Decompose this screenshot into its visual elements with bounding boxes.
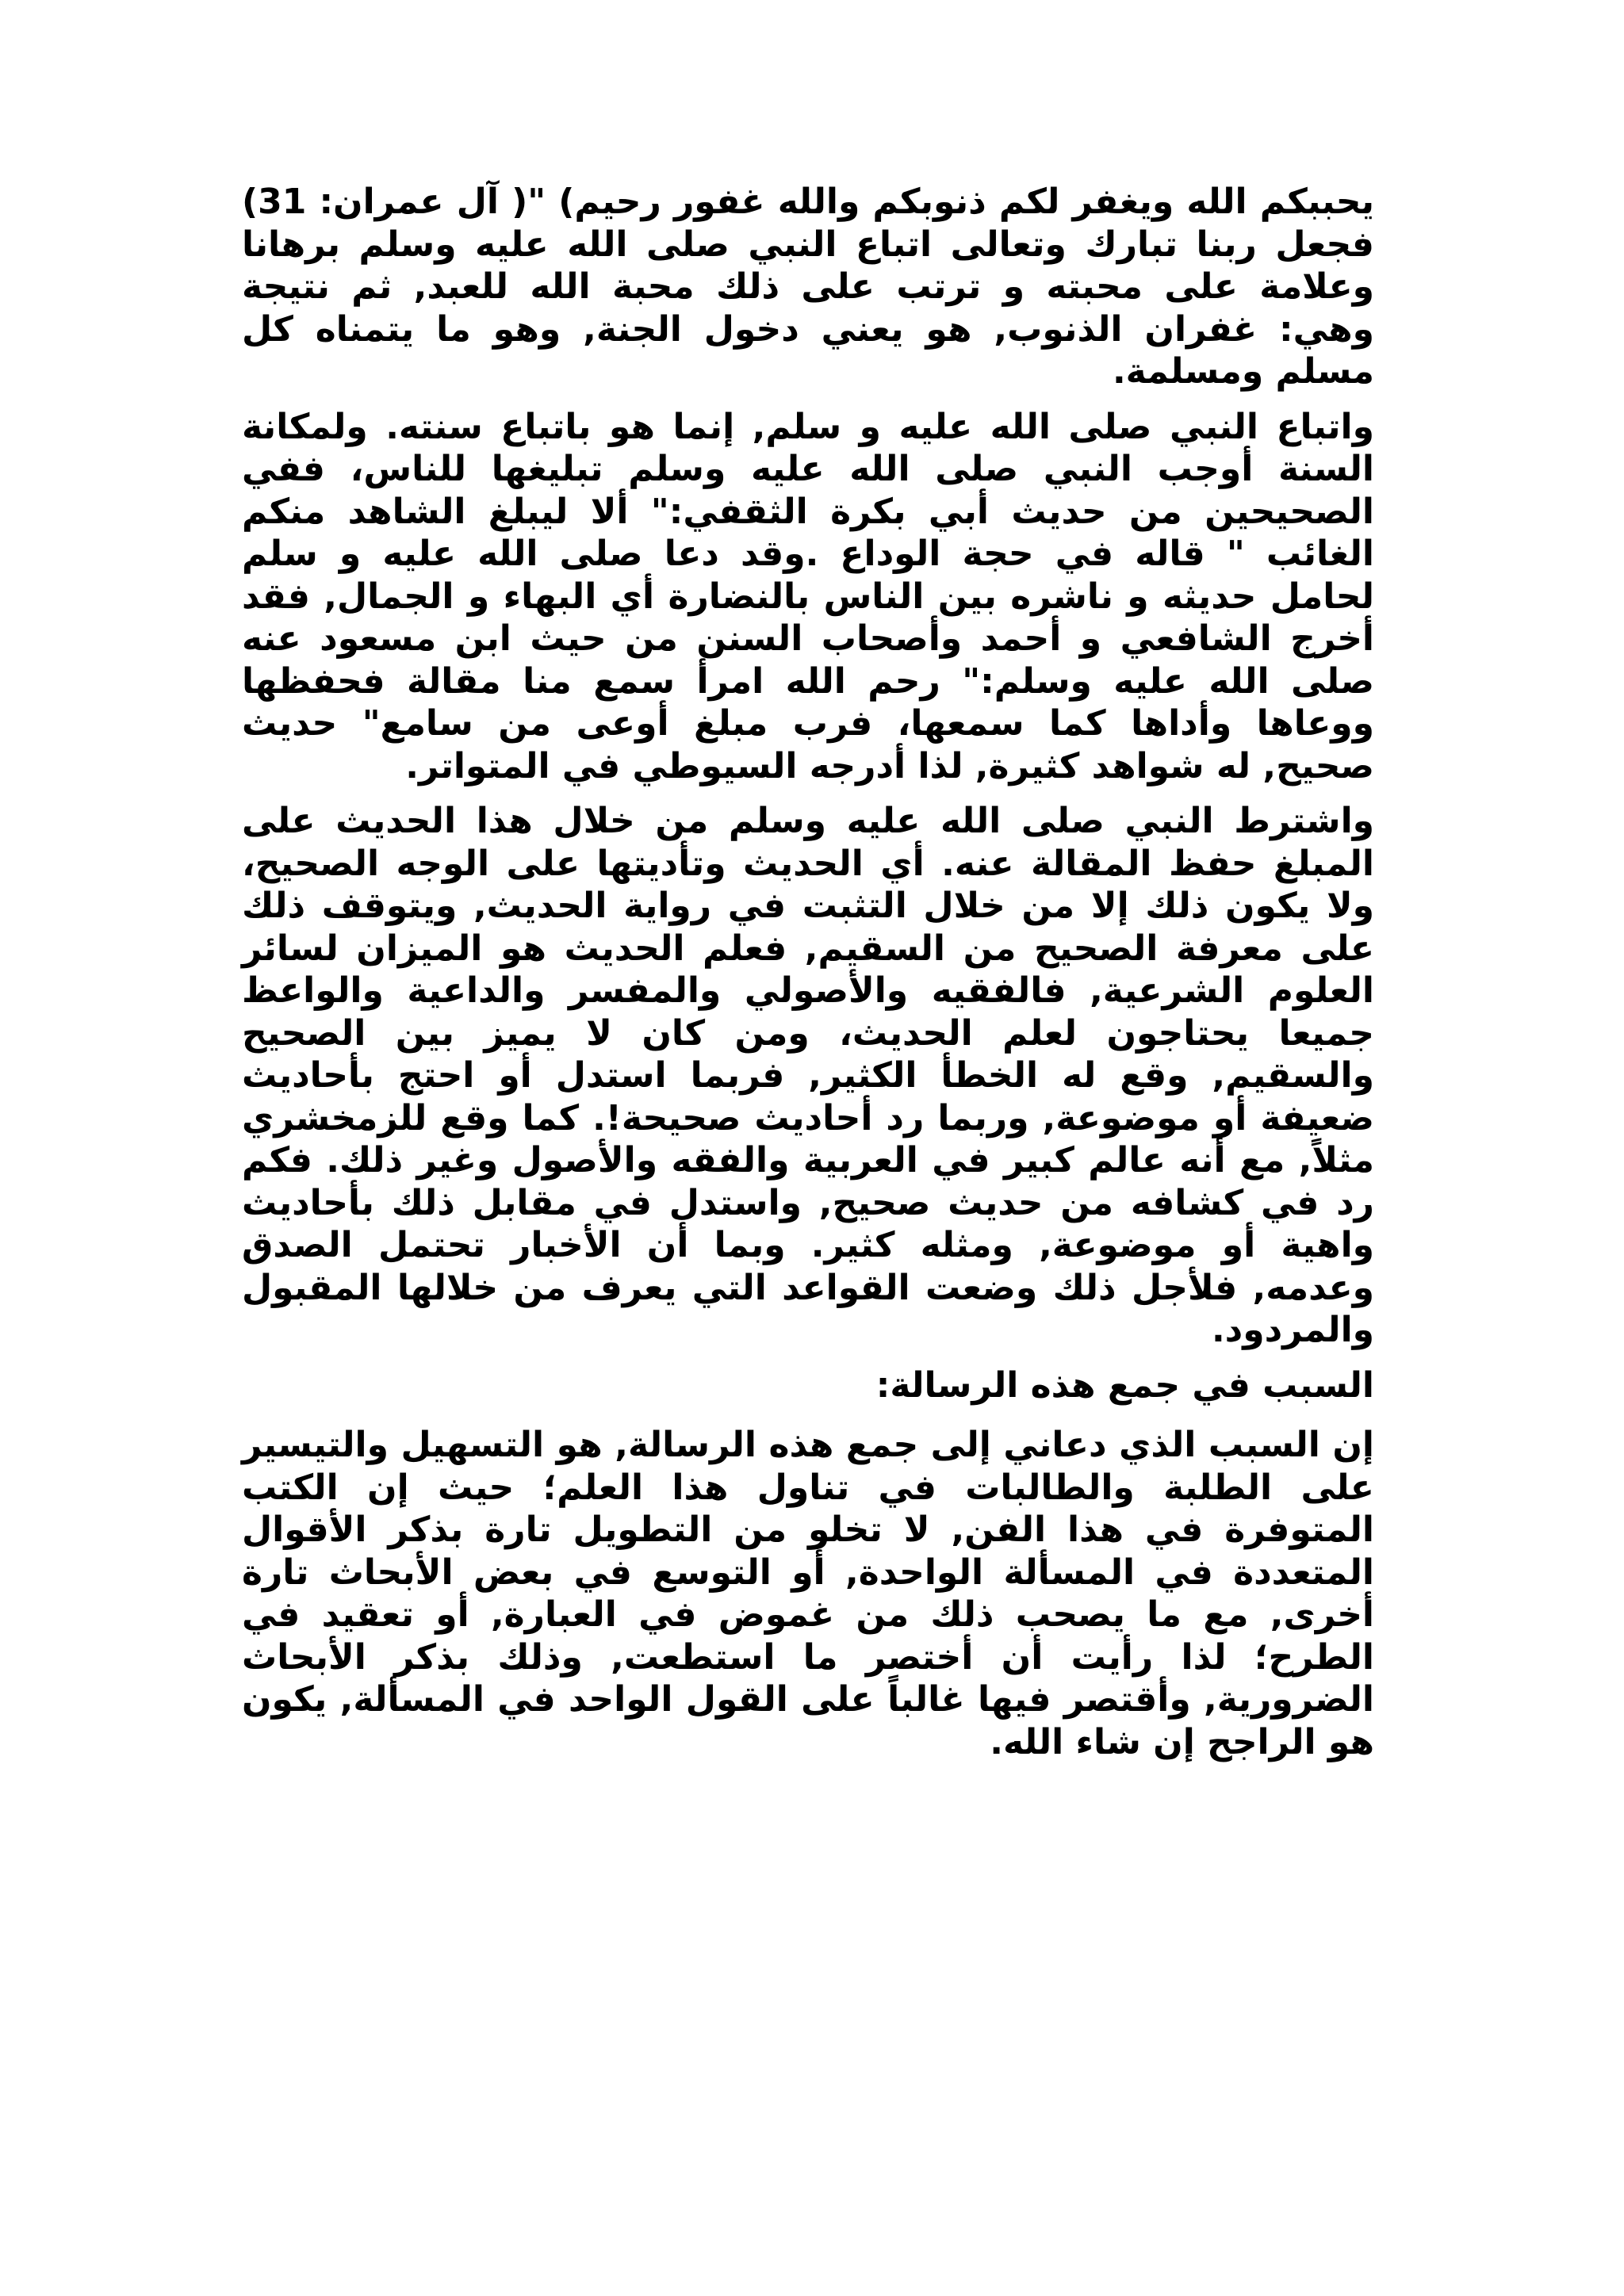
paragraph-reason-for-compilation: إن السبب الذي دعاني إلى جمع هذه الرسالة, هو التسهيل والتيسير على الطلبة والطالبات في تناول هذا العلم؛ حيث إن الكتب المتوفرة في هذا الفن, لا تخلو من التطويل تارة بذكر الأقوال المتعددة في المسألة الواحدة, أو التوسع في بعض الأبحاث تارة أخرى, مع ما يصحب ذلك من غموض في العبارة, أو تعقيد في الطرح؛ لذا رأيت أن أختصر ما استطعت, وذلك بذكر الأبحاث الضرورية, وأقتصر فيها غالباً على القول الواحد في المسألة, يكون هو الراجح إن شاء الله. bbox=[242, 1425, 1374, 1762]
paragraph-love-and-following: يحببكم الله ويغفر لكم ذنوبكم والله غفور رحيم) "( آل عمران: 31) فجعل ربنا تبارك وتعالى اتباع النبي صلى الله عليه وسلم برهانا وعلامة على محبته و ترتب على ذلك محبة الله للعبد, ثم نتيجة وهي: غفران الذنوب, هو يعني دخول الجنة, وهو ما يتمناه كل مسلم ومسلمة. bbox=[242, 182, 1374, 392]
document-page bbox=[242, 181, 1374, 1776]
section-heading: السبب في جمع هذه الرسالة: bbox=[875, 1364, 1374, 1406]
paragraph-hadith-science: واشترط النبي صلى الله عليه وسلم من خلال هذا الحديث على المبلغ حفظ المقالة عنه. أي الحديث وتأديتها على الوجه الصحيح، ولا يكون ذلك إلا من خلال التثبت في رواية الحديث, ويتوقف ذلك على معرفة الصحيح من السقيم, فعلم الحديث هو الميزان لسائر العلوم الشرعية, فالفقيه والأصولي والمفسر والداعية والواعظ جميعا يحتاجون لعلم الحديث، ومن كان لا يميز بين الصحيح والسقيم, وقع له الخطأ الكثير, فربما استدل أو احتج بأحاديث ضعيفة أو موضوعة, وربما رد أحاديث صحيحة!. كما وقع للزمخشري مثلاً, مع أنه عالم كبير في العربية والفقه والأصول وغير ذلك. فكم رد في كشافه من حديث صحيح, واستدل في مقابل ذلك بأحاديث واهية أو موضوعة, ومثله كثير. وبما أن الأخبار تحتمل الصدق وعدمه, فلأجل ذلك وضعت القواعد التي يعرف من خلالها المقبول والمردود. bbox=[242, 801, 1374, 1350]
paragraph-following-sunnah: واتباع النبي صلى الله عليه و سلم, إنما هو باتباع سنته. ولمكانة السنة أوجب النبي صلى الله عليه وسلم تبليغها للناس، ففي الصحيحين من حديث أبي بكرة الثقفي:" ألا ليبلغ الشاهد منكم الغائب " قاله في حجة الوداع .وقد دعا صلى الله عليه و سلم لحامل حديثه و ناشره بين الناس بالنضارة أي البهاء و الجمال, فقد أخرج الشافعي و أحمد وأصحاب السنن من حيث ابن مسعود عنه صلى الله عليه وسلم:" رحم الله امرأ سمع منا مقالة فحفظها ووعاها وأداها كما سمعها، فرب مبلغ أوعى من سامع" حديث صحيح, له شواهد كثيرة, لذا أدرجه السيوطي في المتواتر. bbox=[242, 406, 1374, 786]
